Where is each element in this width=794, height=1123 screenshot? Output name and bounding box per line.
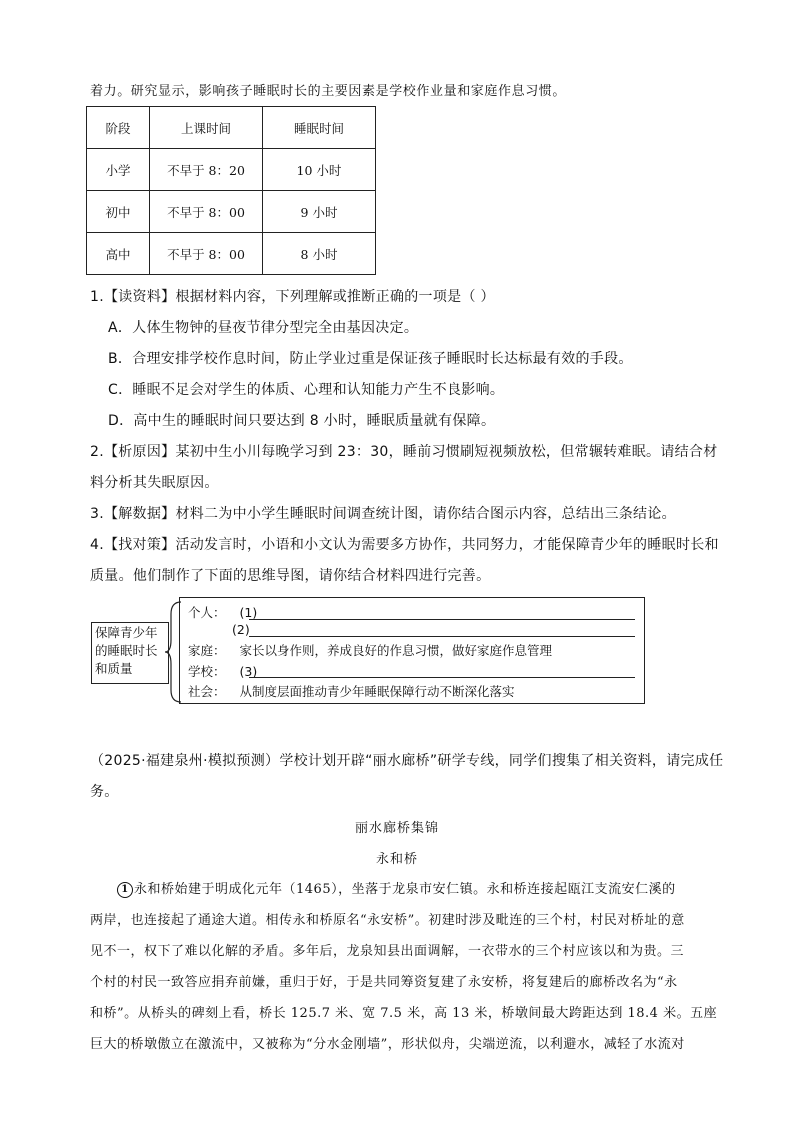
mindmap-person-label: 个人：	[188, 605, 226, 620]
article-line: 两岸，也连接起了通途大道。相传永和桥原名“永安桥”。初建时涉及毗连的三个村，村民对桥址的意	[90, 913, 685, 928]
table-cell: 高中	[87, 233, 150, 275]
table-cell: 不早于 8：00	[150, 191, 263, 233]
question-4-line-2: 质量。他们制作了下面的思维导图，请你结合材料四进行完善。	[90, 568, 491, 584]
table-cell: 10 小时	[263, 149, 376, 191]
table-header-cell: 阶段	[87, 107, 150, 149]
article-title: 丽水廊桥集锦	[354, 821, 439, 836]
task-intro-line-2: 务。	[90, 784, 119, 800]
intro-tail-text: 着力。研究显示，影响孩子睡眠时长的主要因素是学校作业量和家庭作息习惯。	[90, 84, 567, 99]
mindmap-family-row	[188, 641, 552, 659]
question-3-text: 3.【解数据】材料二为中小学生睡眠时间调查统计图，请你结合图示内容，总结出三条结论。	[90, 506, 676, 522]
mindmap-blank-3-number: (3)	[239, 664, 258, 679]
table-cell: 8 小时	[263, 233, 376, 275]
mindmap-family-text: 家长以身作则，养成良好的作息习惯，做好家庭作息管理	[239, 643, 553, 658]
mindmap-root-node	[91, 622, 169, 684]
mindmap-family-label: 家庭：	[188, 643, 226, 658]
question-1-option-b: B．合理安排学校作息时间，防止学业过重是保证孩子睡眠时长达标最有效的手段。	[108, 351, 633, 367]
table-header-cell: 睡眠时间	[263, 107, 376, 149]
mindmap-root-line: 保障青少年	[95, 625, 158, 640]
mindmap-society-label: 社会：	[188, 684, 226, 699]
answer-line-2[interactable]	[249, 636, 635, 637]
mindmap-root-line: 和质量	[95, 661, 133, 676]
paragraph-marker-icon: 1	[117, 882, 133, 898]
article-line: 个村的村民一致答应捐弃前嫌，重归于好，于是共同筹资复建了永安桥，将复建后的廊桥改名为“永	[90, 975, 678, 990]
question-4-line-1: 4.【找对策】活动发言时，小语和小文认为需要多方协作，共同努力，才能保障青少年的睡眠时长和	[90, 537, 719, 553]
article-line: 巨大的桥墩傲立在激流中，又被称为“分水金刚墙”，形状似舟，尖端逆流，以利避水，减轻了水流对	[90, 1037, 685, 1052]
mindmap-school-row	[188, 662, 257, 680]
sleep-schedule-table	[86, 106, 376, 275]
mindmap-root-line: 的睡眠时长	[95, 643, 158, 658]
article-line: 见不一，权下了难以化解的矛盾。多年后，龙泉知县出面调解，一衣带水的三个村应该以和为贵。三	[90, 944, 685, 959]
question-2-line-1: 2.【析原因】某初中生小川每晚学习到 23：30，睡前习惯刷短视频放松，但常辗转难眠。请结合材	[90, 444, 718, 460]
table-header-row	[87, 107, 376, 149]
mindmap-blank-2-row	[232, 622, 250, 637]
question-1-stem: 1.【读资料】根据材料内容，下列理解或推断正确的一项是（ ）	[90, 289, 495, 305]
mindmap-blank-2-number: (2)	[232, 622, 250, 637]
answer-line-1[interactable]	[249, 619, 635, 620]
table-cell: 9 小时	[263, 191, 376, 233]
mindmap-society-text: 从制度层面推动青少年睡眠保障行动不断深化落实	[239, 684, 515, 699]
article-line: 和桥”。从桥头的碑刻上看，桥长 125.7 米、宽 7.5 米，高 13 米，桥墩间最大跨距达到 18.4 米。五座	[90, 1006, 718, 1021]
article-line	[117, 878, 676, 898]
question-1-option-d: D．高中生的睡眠时间只要达到 8 小时，睡眠质量就有保障。	[108, 413, 496, 429]
table-cell: 不早于 8：20	[150, 149, 263, 191]
mindmap-person-row	[188, 603, 257, 621]
table-row	[87, 149, 376, 191]
table-cell: 初中	[87, 191, 150, 233]
task-intro-line-1: （2025·福建泉州·模拟预测）学校计划开辟“丽水廊桥”研学专线，同学们搜集了相关资料，请完成任	[90, 753, 724, 769]
mindmap-blank-1-number: (1)	[239, 605, 258, 620]
answer-line-3[interactable]	[249, 677, 635, 678]
table-header-cell: 上课时间	[150, 107, 263, 149]
mindmap-school-label: 学校：	[188, 664, 226, 679]
table-row	[87, 191, 376, 233]
table-cell: 不早于 8：00	[150, 233, 263, 275]
question-1-option-a: A．人体生物钟的昼夜节律分型完全由基因决定。	[108, 320, 419, 336]
question-2-line-2: 料分析其失眠原因。	[90, 475, 219, 491]
table-row	[87, 233, 376, 275]
table-cell: 小学	[87, 149, 150, 191]
question-1-option-c: C．睡眠不足会对学生的体质、心理和认知能力产生不良影响。	[108, 382, 505, 398]
article-line-text: 永和桥始建于明成化元年（1465），坐落于龙泉市安仁镇。永和桥连接起瓯江支流安仁溪的	[134, 882, 676, 897]
mindmap-society-row	[188, 682, 515, 700]
article-subtitle: 永和桥	[375, 852, 418, 867]
